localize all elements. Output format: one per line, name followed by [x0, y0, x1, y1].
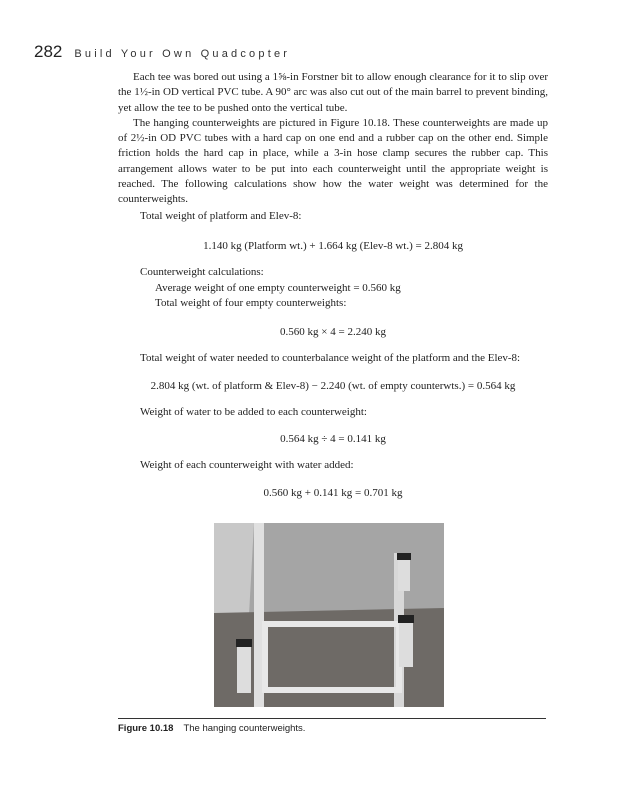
equation: 1.140 kg (Platform wt.) + 1.664 kg (Elev-8 wt.) = 2.804 kg [203, 240, 463, 252]
caption-text: The hanging counterweights. [183, 723, 306, 734]
equation: 0.564 kg ÷ 4 = 0.141 kg [280, 433, 386, 445]
calc-label: Weight of water to be added to each counterweight: [140, 406, 367, 418]
counterweights-photo [214, 523, 444, 707]
calc-label: Total weight of water needed to counterbalance weight of the platform and the Elev-8: [140, 352, 521, 364]
calc-label: Total weight of platform and Elev-8: [140, 210, 302, 222]
page-number: 282 [34, 42, 63, 61]
equation: 0.560 kg × 4 = 2.240 kg [280, 326, 386, 338]
running-title: Build Your Own Quadcopter [74, 48, 291, 60]
running-header [34, 42, 290, 62]
figure-caption [118, 723, 305, 734]
calc-label: Average weight of one empty counterweight = 0.560 kg [155, 282, 401, 294]
figure-label: Figure 10.18 [118, 723, 174, 734]
calc-label: Counterweight calculations: [140, 266, 264, 278]
equation: 2.804 kg (wt. of platform & Elev-8) − 2.240 (wt. of empty counterwts.) = 0.564 kg [150, 380, 516, 392]
equation: 0.560 kg + 0.141 kg = 0.701 kg [263, 487, 403, 499]
paragraph: The hanging counterweights are pictured in Figure 10.18. These counterweights are made up of 2½-in OD PVC tubes with a hard cap on one end and a rubber cap on the other end. Simple friction holds the hard cap in place, while a 3-in hose clamp secures the rubber cap. This arrangement allows water to be put into each counterweight until the appropriate weight is reached. The following calculations show how the water weight was determined for the counterweights. [118, 116, 548, 206]
caption-rule [118, 718, 546, 719]
body-text [118, 70, 548, 208]
calc-label: Total weight of four empty counterweights: [155, 297, 347, 309]
calc-label: Weight of each counterweight with water added: [140, 459, 354, 471]
paragraph: Each tee was bored out using a 1⅝-in Forstner bit to allow enough clearance for it to slip over the 1½-in OD vertical PVC tube. A 90° arc was also cut out of the main barrel to prevent binding, yet allow the tee to be pushed onto the vertical tube. [118, 71, 548, 114]
